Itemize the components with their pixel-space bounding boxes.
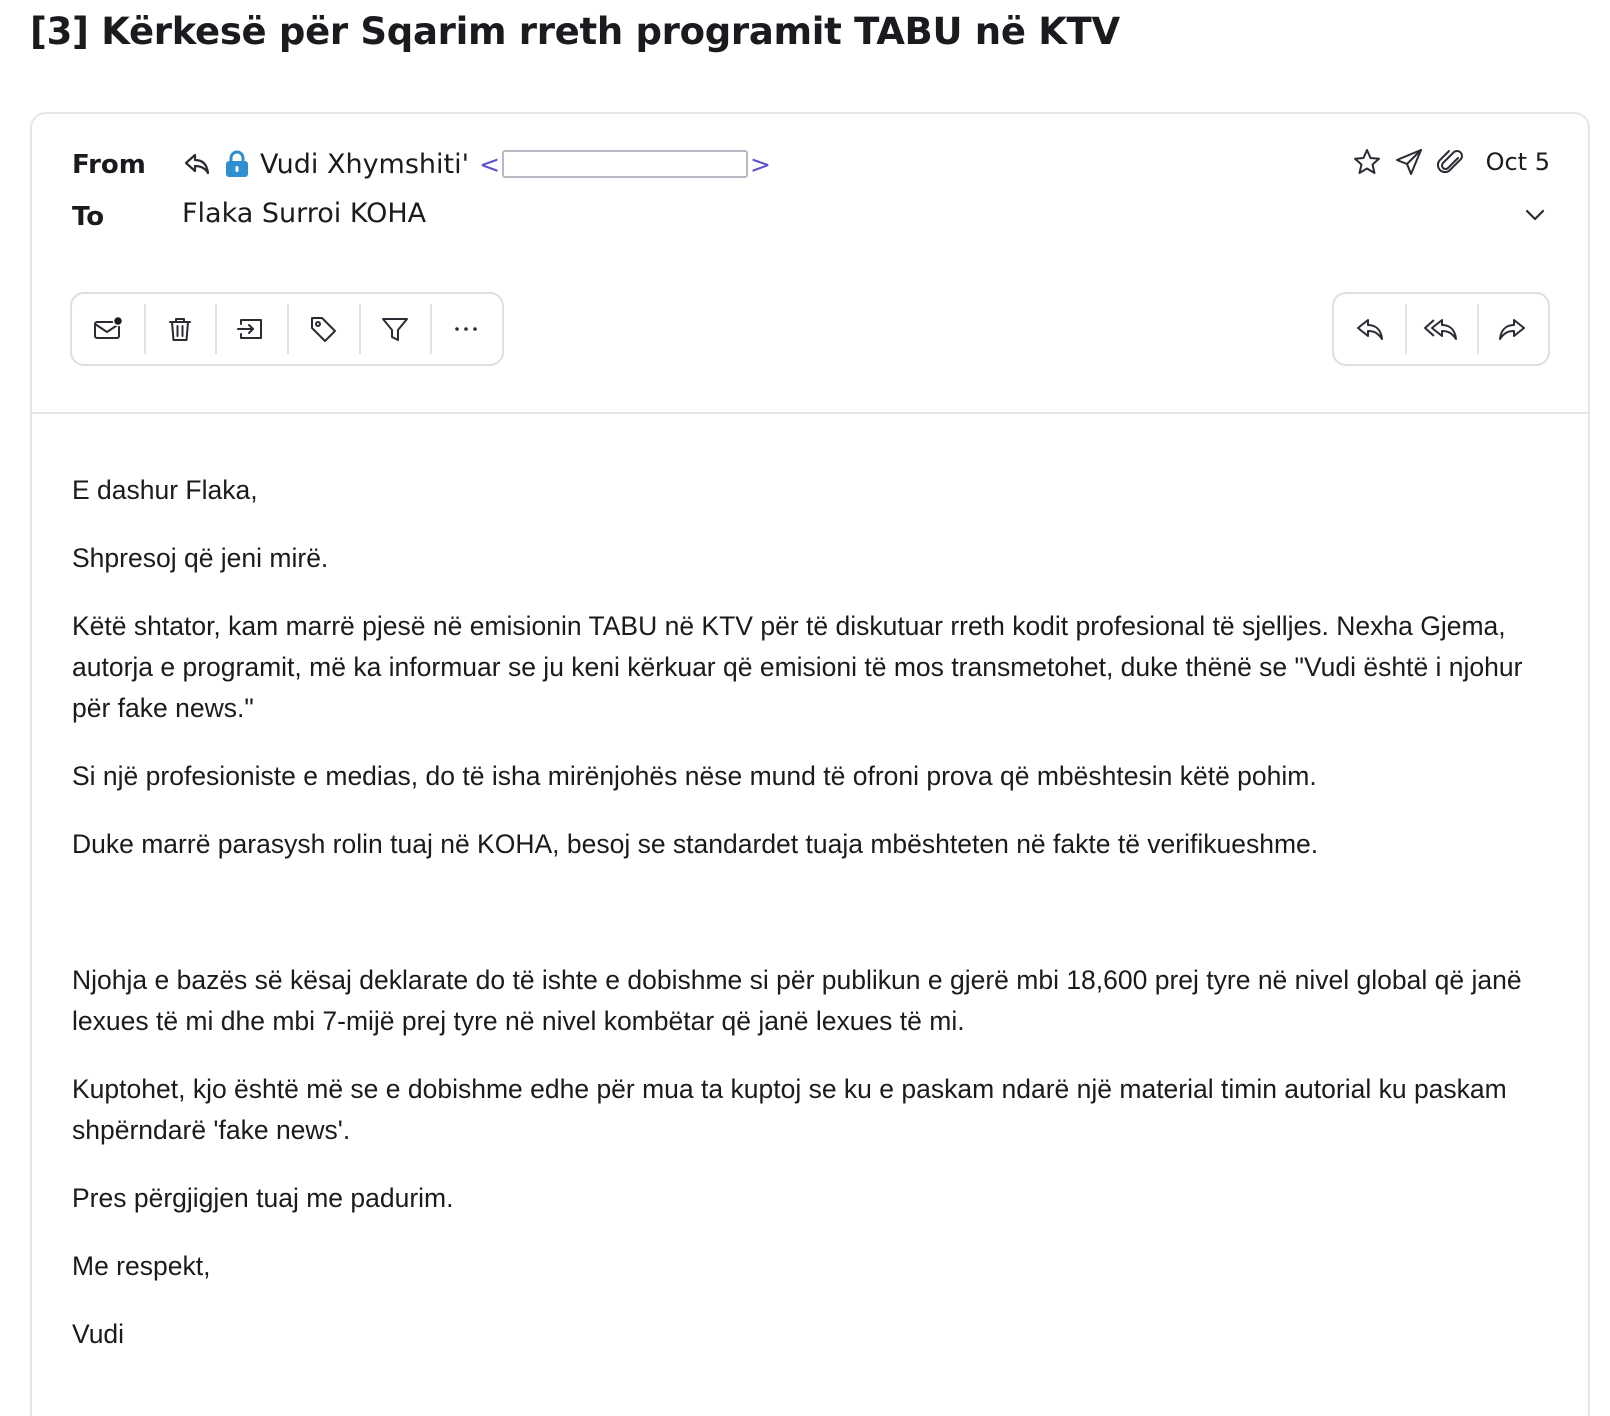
more-options-button[interactable]	[430, 294, 502, 364]
paper-plane-icon	[1394, 147, 1424, 177]
message-actions-toolbar	[70, 292, 504, 366]
sender-email[interactable]	[479, 150, 771, 179]
reply-all-button[interactable]	[1405, 294, 1476, 364]
from-label: From	[72, 150, 146, 180]
mark-unread-button[interactable]	[72, 294, 144, 364]
body-paragraph-7: Pres përgjigjen tuaj me padurim.	[72, 1183, 454, 1213]
body-paragraph-6: Kuptohet, kjo është më se e dobishme edhe për mua ta kuptoj se ku e paskam ndarë një material timin autorial ku paskam shpërndarë 'fake news'.	[72, 1074, 1507, 1145]
message-date: Oct 5	[1485, 148, 1550, 176]
message-meta	[1352, 144, 1550, 180]
body-paragraph-5: Njohja e bazës së kësaj deklarate do të ishte e dobishme si për publikun e gjerë mbi 18,600 prej tyre në nivel global që janë lexues të mi dhe mbi 7-mijë prej tyre në nivel kombëtar që janë lexues të mi.	[72, 965, 1522, 1036]
sender-email-open-bracket: <	[479, 149, 501, 179]
blank-line	[72, 892, 1542, 933]
move-button[interactable]	[215, 294, 287, 364]
filter-icon	[380, 314, 410, 344]
body-paragraph-2: Këtë shtator, kam marrë pjesë në emisionin TABU në KTV për të diskutuar rreth kodit profesional të sjelljes. Nexha Gjema, autorja e programit, më ka informuar se ju keni kërkuar që emisioni të mos transmetohet, duke thënë se "Vudi është i njohur për fake news."	[72, 611, 1523, 723]
sender-name[interactable]: Vudi Xhymshiti'	[260, 148, 470, 180]
email-body	[72, 470, 1542, 1382]
signature: Vudi	[72, 1319, 125, 1349]
recipient-name[interactable]: Flaka Surroi KOHA	[182, 198, 427, 229]
greeting: E dashur Flaka,	[72, 475, 258, 505]
tag-icon	[308, 314, 338, 344]
trash-icon	[165, 314, 195, 344]
envelope-dot-icon	[92, 313, 124, 345]
filter-button[interactable]	[359, 294, 431, 364]
to-label: To	[72, 202, 105, 232]
paperclip-icon	[1436, 147, 1466, 177]
sender-email-close-bracket: >	[750, 149, 771, 179]
redacted-email-address	[502, 150, 748, 178]
forward-button[interactable]	[1477, 294, 1548, 364]
move-to-folder-icon	[235, 314, 267, 344]
from-row	[182, 144, 771, 184]
reply-actions-toolbar	[1332, 292, 1550, 366]
reply-button[interactable]	[1334, 294, 1405, 364]
email-subject: [3] Kërkesë për Sqarim rreth programit TABU në KTV	[30, 10, 1120, 53]
label-button[interactable]	[287, 294, 359, 364]
email-message-card	[30, 112, 1590, 1416]
reply-icon	[1354, 314, 1386, 344]
closing: Me respekt,	[72, 1251, 211, 1281]
body-paragraph-4: Duke marrë parasysh rolin tuaj në KOHA, besoj se standardet tuaja mbështeten në fakte të verifikueshme.	[72, 829, 1319, 859]
email-header	[32, 114, 1588, 414]
reply-arrow-icon	[182, 149, 212, 179]
delete-button[interactable]	[144, 294, 216, 364]
reply-all-icon	[1423, 314, 1459, 344]
body-paragraph-3: Si një profesioniste e medias, do të isha mirënjohës nëse mund të ofroni prova që mbështesin këtë pohim.	[72, 761, 1317, 791]
body-paragraph-1: Shpresoj që jeni mirë.	[72, 543, 329, 573]
chevron-down-icon[interactable]	[1522, 202, 1548, 228]
ellipsis-icon	[451, 314, 481, 344]
lock-icon	[224, 149, 250, 179]
forward-icon	[1496, 314, 1528, 344]
star-icon[interactable]	[1352, 147, 1382, 177]
